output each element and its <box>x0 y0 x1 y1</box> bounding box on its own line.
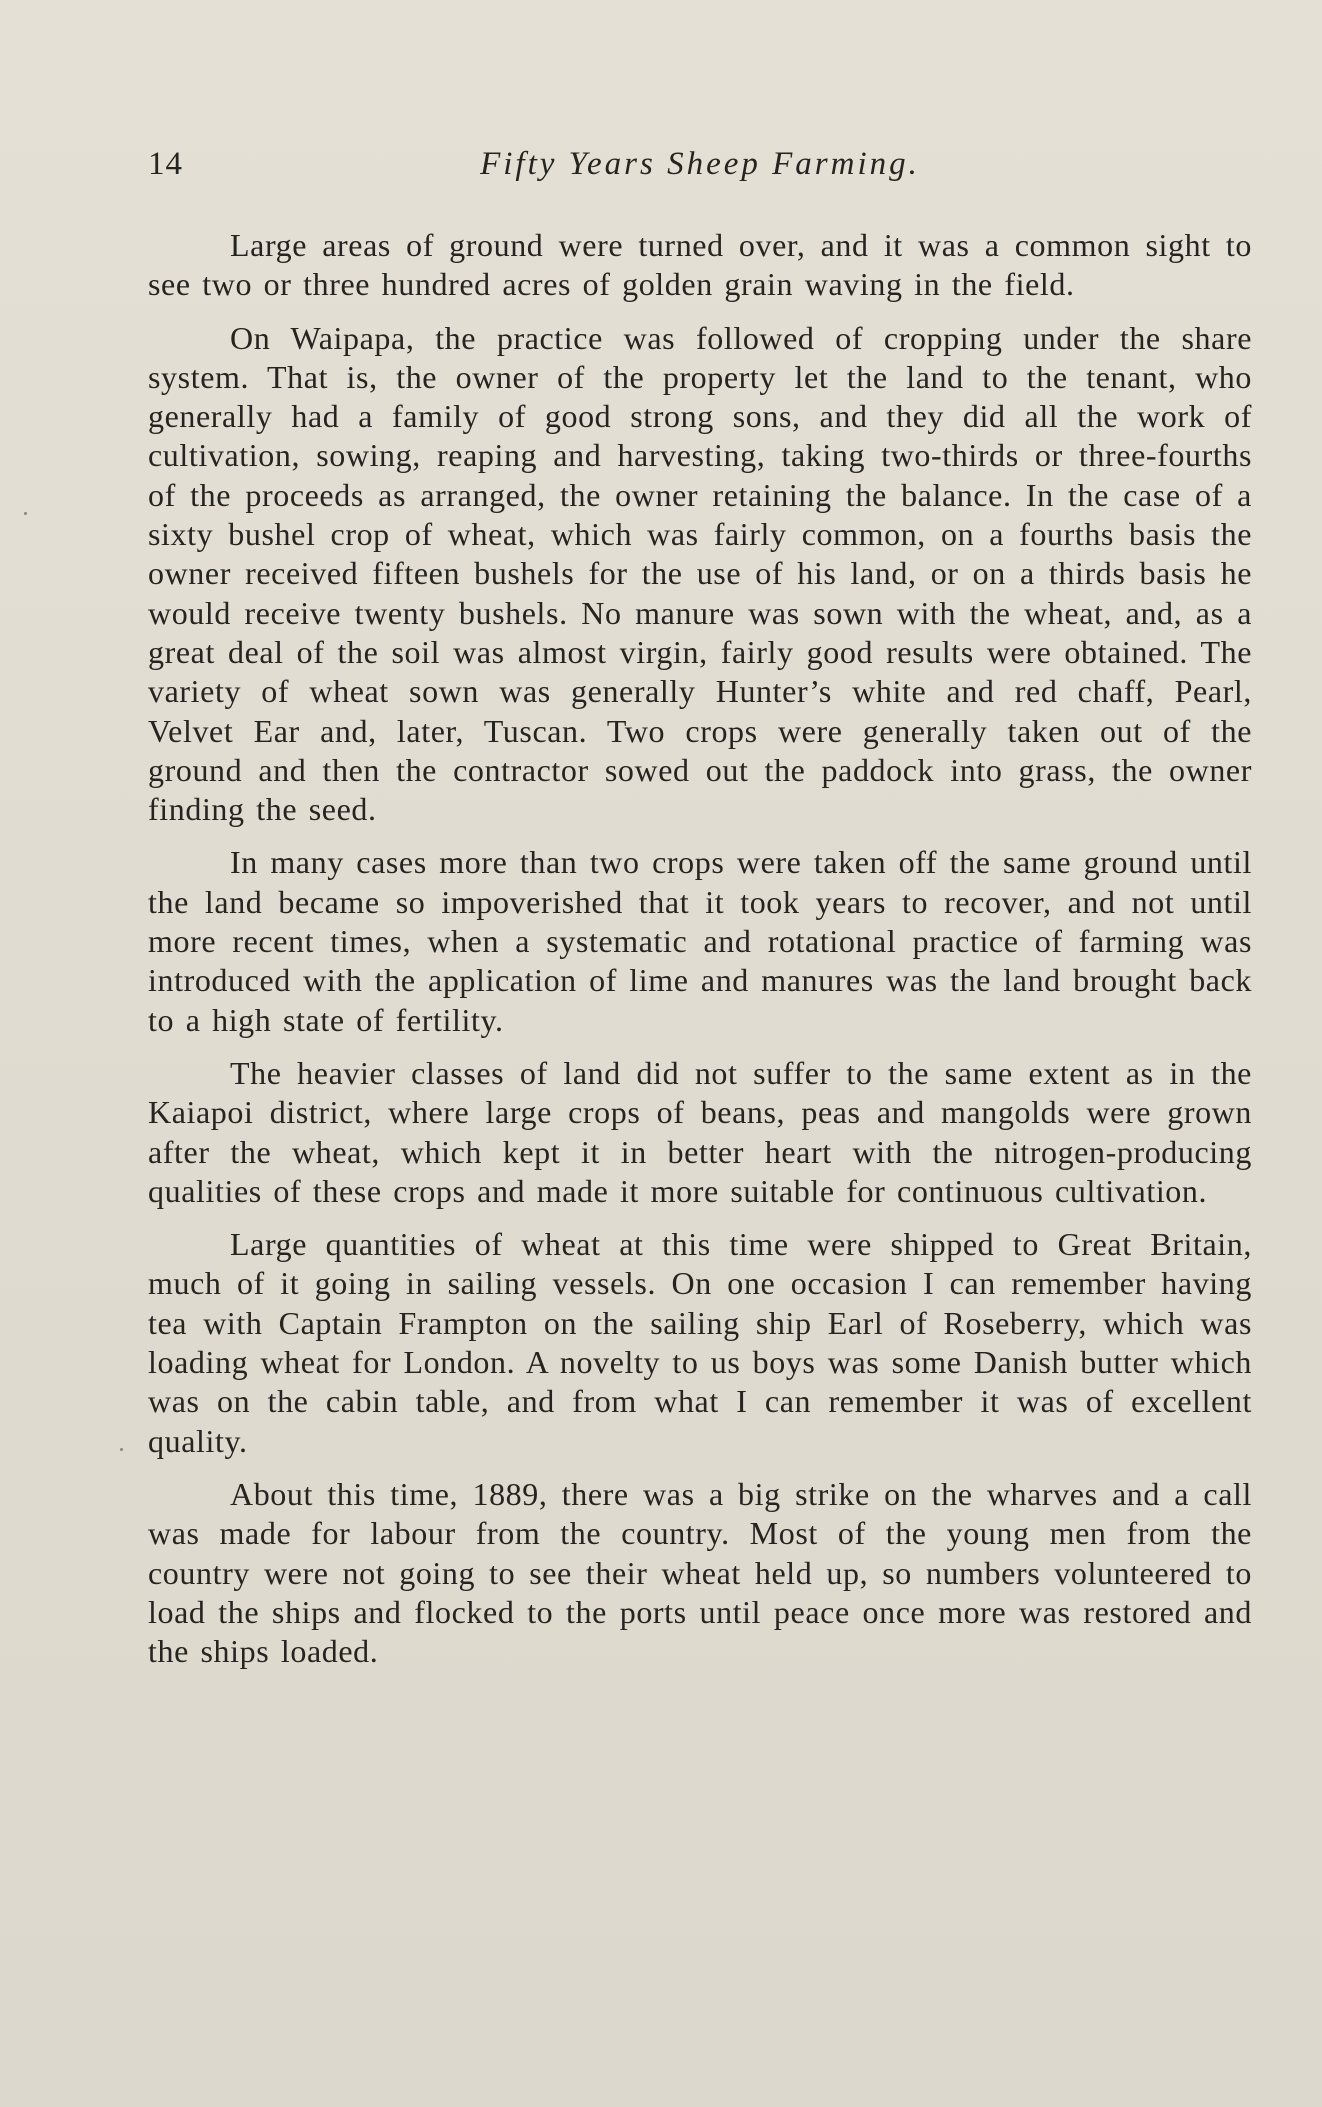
paragraph-5: Large quantities of wheat at this time were shipped to Great Britain, much of it going in sailing vessels. On one occasion I can remember having tea with Captain Frampton on the sailing ship Earl of Roseberry, which was loading wheat for London. A novelty to us boys was some Danish butter which was on the cabin table, and from what I can remember it was of excellent quality. <box>148 1226 1252 1459</box>
paragraph-6: About this time, 1889, there was a big strike on the wharves and a call was made for labour from the country. Most of the young men from the country were not going to see their wheat held up, so numbers volunteered to load the ships and flocked to the ports until peace once more was restored and the ships loaded. <box>148 1475 1252 1670</box>
page-number: 14 <box>148 146 183 182</box>
paragraph-3: In many cases more than two crops were taken off the same ground until the land became so impoverished that it took years to recover, and not until more recent times, when a systematic and rotational practice of farming was introduced with the application of lime and manures was the land brought back to a high state of fertility. <box>148 844 1252 1038</box>
paper-speck <box>24 512 27 515</box>
body-text <box>148 226 1252 1685</box>
running-head <box>148 146 1252 190</box>
paragraph-4: The heavier classes of land did not suffer to the same extent as in the Kaiapoi district, where large crops of beans, peas and mangolds were grown after the wheat, which kept it in better heart with the nitrogen-producing qualities of these crops and made it more suitable for continuous cultivation. <box>148 1054 1252 1209</box>
book-title: Fifty Years Sheep Farming. <box>480 146 920 182</box>
paragraph-1: Large areas of ground were turned over, and it was a common sight to see two or three hundred acres of golden grain waving in the field. <box>148 227 1252 303</box>
paper-speck <box>120 1448 123 1451</box>
paragraph-2: On Waipapa, the practice was followed of cropping under the share system. That is, the owner of the property let the land to the tenant, who generally had a family of good strong sons, and they did all the work of cultivation, sowing, reaping and harvesting, taking two-thirds or three-fourths of the proceeds as arranged, the owner retaining the balance. In the case of a sixty bushel crop of wheat, which was fairly common, on a fourths basis the owner received fifteen bushels for the use of his land, or on a thirds basis he would receive twenty bushels. No manure was sown with the wheat, and, as a great deal of the soil was almost virgin, fairly good results were obtained. The variety of wheat sown was generally Hunter’s white and red chaff, Pearl, Velvet Ear and, later, Tuscan. Two crops were generally taken out of the ground and then the contractor sowed out the paddock into grass, the owner finding the seed. <box>148 319 1252 828</box>
